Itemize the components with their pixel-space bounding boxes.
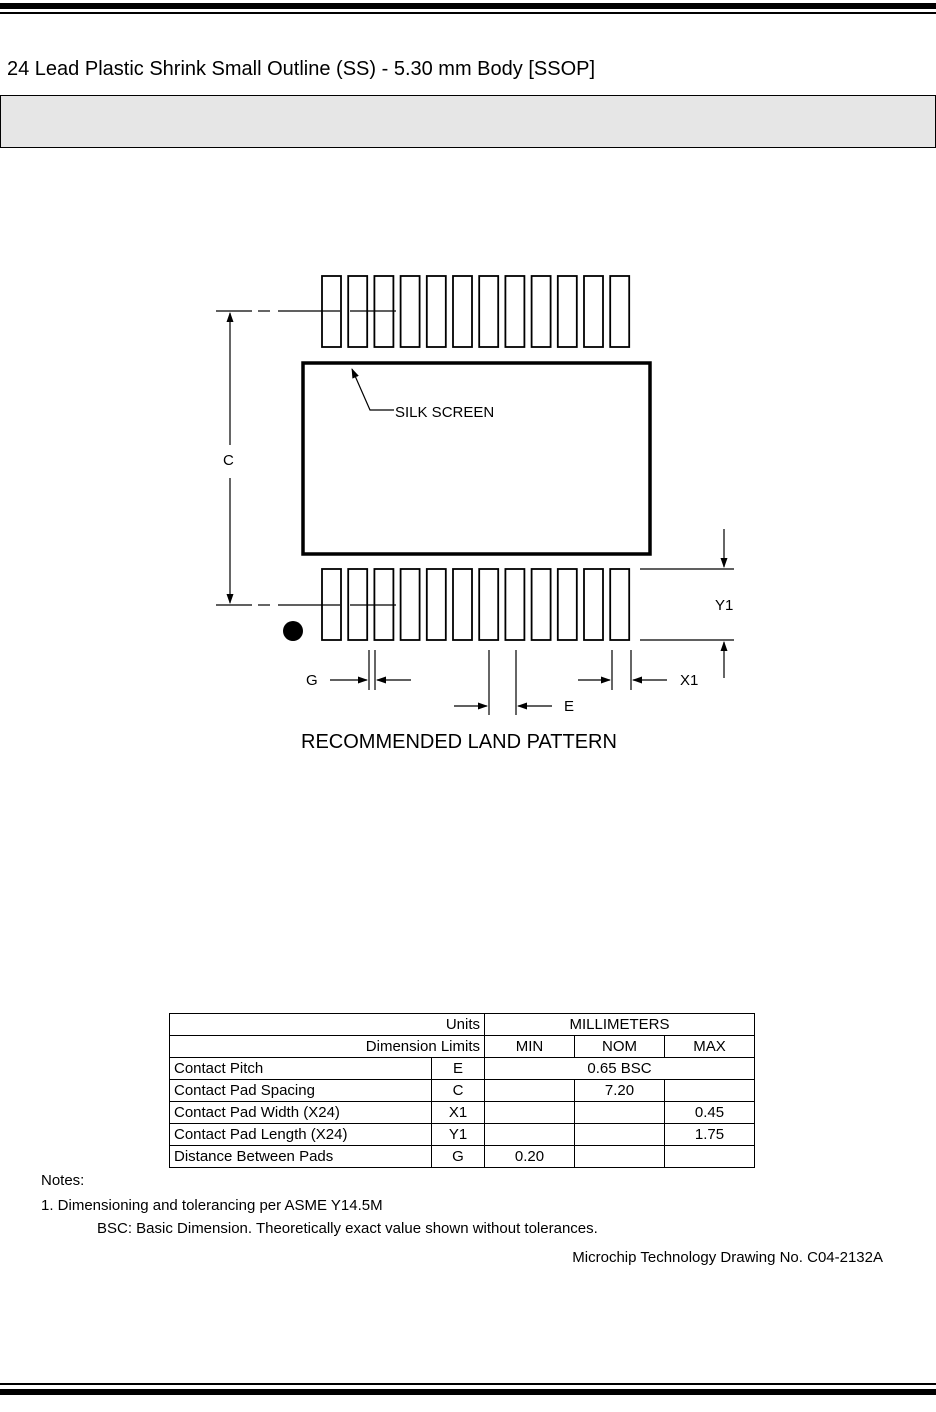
row-max xyxy=(665,1146,755,1168)
row-nom xyxy=(575,1146,665,1168)
row-symbol: E xyxy=(432,1058,485,1080)
table-row xyxy=(170,1080,755,1102)
dim-label-g: G xyxy=(306,672,318,689)
dim-label-e: E xyxy=(564,698,575,715)
dim-label-y1: Y1 xyxy=(715,597,734,614)
dimension-e xyxy=(454,650,552,715)
contact-pad xyxy=(584,276,603,347)
row-nom xyxy=(575,1102,665,1124)
drawing-number: Microchip Technology Drawing No. C04-2132A xyxy=(572,1249,883,1266)
row-max: 1.75 xyxy=(665,1124,755,1146)
bsc-note: BSC: Basic Dimension. Theoretically exact value shown without tolerances. xyxy=(97,1220,598,1237)
contact-pad xyxy=(479,569,498,640)
row-name: Contact Pitch xyxy=(170,1058,432,1080)
table-row xyxy=(170,1124,755,1146)
dimension-table xyxy=(169,1013,755,1168)
notes-heading: Notes: xyxy=(41,1172,85,1189)
dim-label-x1: X1 xyxy=(680,672,699,689)
contact-pad xyxy=(427,276,446,347)
row-min: 0.20 xyxy=(485,1146,575,1168)
contact-pad xyxy=(505,276,524,347)
dimension-c xyxy=(216,311,396,605)
row-name: Contact Pad Width (X24) xyxy=(170,1102,432,1124)
contact-pad xyxy=(532,569,551,640)
row-max xyxy=(665,1080,755,1102)
row-min xyxy=(485,1102,575,1124)
row-symbol: X1 xyxy=(432,1102,485,1124)
table-row xyxy=(170,1014,755,1036)
contact-pad xyxy=(453,569,472,640)
pin1-indicator xyxy=(283,621,303,641)
silk-screen-label: SILK SCREEN xyxy=(395,404,495,421)
units-label: Units xyxy=(170,1014,485,1036)
dim-label-c: C xyxy=(223,452,234,469)
row-symbol: Y1 xyxy=(432,1124,485,1146)
row-name: Distance Between Pads xyxy=(170,1146,432,1168)
bottom-rule-thin xyxy=(0,1383,936,1385)
silk-screen-outline xyxy=(303,363,650,554)
row-name: Contact Pad Spacing xyxy=(170,1080,432,1102)
row-max: 0.45 xyxy=(665,1102,755,1124)
contact-pad xyxy=(401,276,420,347)
contact-pad xyxy=(479,276,498,347)
col-header-min: MIN xyxy=(485,1036,575,1058)
bottom-rule-thick xyxy=(0,1389,936,1395)
row-symbol: C xyxy=(432,1080,485,1102)
dimension-limits-label: Dimension Limits xyxy=(170,1036,485,1058)
contact-pad xyxy=(584,569,603,640)
contact-pad xyxy=(610,276,629,347)
dimension-x1 xyxy=(578,650,667,690)
row-min xyxy=(485,1124,575,1146)
contact-pad xyxy=(558,276,577,347)
contact-pad xyxy=(532,276,551,347)
contact-pad xyxy=(558,569,577,640)
dimension-g xyxy=(330,650,411,690)
contact-pad xyxy=(427,569,446,640)
row-symbol: G xyxy=(432,1146,485,1168)
row-nom xyxy=(575,1124,665,1146)
row-nom: 7.20 xyxy=(575,1080,665,1102)
units-value: MILLIMETERS xyxy=(485,1014,755,1036)
contact-pad xyxy=(610,569,629,640)
col-header-nom: NOM xyxy=(575,1036,665,1058)
silk-screen-leader xyxy=(352,369,394,410)
row-name: Contact Pad Length (X24) xyxy=(170,1124,432,1146)
diagram-caption: RECOMMENDED LAND PATTERN xyxy=(301,731,617,753)
contact-pad xyxy=(401,569,420,640)
table-row xyxy=(170,1058,755,1080)
note-item: 1. Dimensioning and tolerancing per ASME Y14.5M xyxy=(41,1197,383,1214)
table-row xyxy=(170,1036,755,1058)
contact-pad xyxy=(505,569,524,640)
col-header-max: MAX xyxy=(665,1036,755,1058)
contact-pad xyxy=(453,276,472,347)
row-merged-value: 0.65 BSC xyxy=(485,1058,755,1080)
page-title: 24 Lead Plastic Shrink Small Outline (SS) - 5.30 mm Body [SSOP] xyxy=(7,58,596,80)
row-min xyxy=(485,1080,575,1102)
table-row xyxy=(170,1102,755,1124)
table-row xyxy=(170,1146,755,1168)
